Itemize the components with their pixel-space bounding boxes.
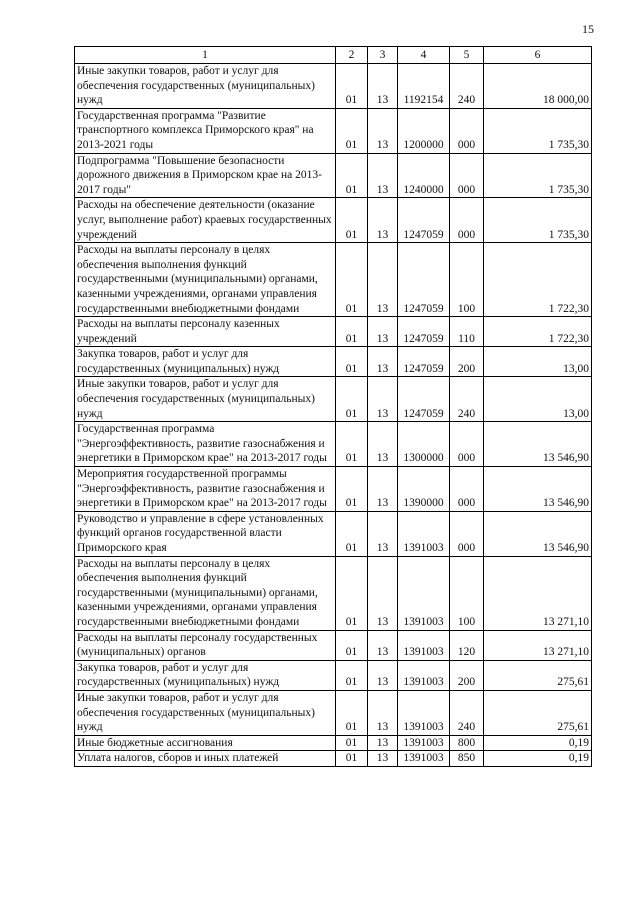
row-section-cell: 01 xyxy=(336,511,368,556)
row-amount-cell: 1 735,30 xyxy=(484,198,592,243)
row-target-code-cell: 1247059 xyxy=(398,377,450,422)
header-cell-2: 2 xyxy=(336,47,368,64)
row-target-code-cell: 1300000 xyxy=(398,422,450,467)
row-subsection-cell: 13 xyxy=(368,511,398,556)
row-subsection-cell: 13 xyxy=(368,317,398,347)
table-body xyxy=(75,64,592,767)
row-target-code-cell: 1247059 xyxy=(398,198,450,243)
row-expense-type-cell: 100 xyxy=(450,243,484,317)
row-section-cell: 01 xyxy=(336,735,368,751)
row-target-code-cell: 1247059 xyxy=(398,317,450,347)
row-target-code-cell: 1391003 xyxy=(398,511,450,556)
row-name-cell: Закупка товаров, работ и услуг для государственных (муниципальных) нужд xyxy=(75,347,336,377)
row-subsection-cell: 13 xyxy=(368,377,398,422)
row-amount-cell: 18 000,00 xyxy=(484,64,592,109)
row-expense-type-cell: 100 xyxy=(450,556,484,630)
row-section-cell: 01 xyxy=(336,556,368,630)
table-row xyxy=(75,198,592,243)
row-expense-type-cell: 240 xyxy=(450,377,484,422)
row-amount-cell: 0,19 xyxy=(484,751,592,767)
row-section-cell: 01 xyxy=(336,422,368,467)
row-name-cell: Закупка товаров, работ и услуг для государственных (муниципальных) нужд xyxy=(75,660,336,690)
row-expense-type-cell: 000 xyxy=(450,153,484,198)
row-subsection-cell: 13 xyxy=(368,108,398,153)
row-name-cell: Подпрограмма "Повышение безопасности дорожного движения в Приморском крае на 2013-2017 годы" xyxy=(75,153,336,198)
row-section-cell: 01 xyxy=(336,467,368,512)
table-row xyxy=(75,735,592,751)
row-expense-type-cell: 240 xyxy=(450,690,484,735)
row-amount-cell: 1 722,30 xyxy=(484,317,592,347)
row-section-cell: 01 xyxy=(336,660,368,690)
row-subsection-cell: 13 xyxy=(368,467,398,512)
row-section-cell: 01 xyxy=(336,198,368,243)
row-section-cell: 01 xyxy=(336,347,368,377)
row-expense-type-cell: 240 xyxy=(450,64,484,109)
table-row xyxy=(75,556,592,630)
row-name-cell: Иные бюджетные ассигнования xyxy=(75,735,336,751)
row-subsection-cell: 13 xyxy=(368,556,398,630)
row-subsection-cell: 13 xyxy=(368,630,398,660)
row-subsection-cell: 13 xyxy=(368,690,398,735)
row-target-code-cell: 1391003 xyxy=(398,660,450,690)
row-amount-cell: 275,61 xyxy=(484,690,592,735)
row-section-cell: 01 xyxy=(336,243,368,317)
row-expense-type-cell: 000 xyxy=(450,422,484,467)
table-row xyxy=(75,347,592,377)
row-section-cell: 01 xyxy=(336,108,368,153)
row-amount-cell: 13 546,90 xyxy=(484,422,592,467)
row-amount-cell: 1 735,30 xyxy=(484,153,592,198)
row-name-cell: Расходы на выплаты персоналу в целях обеспечения выполнения функций государственными (муниципальными) органами, казенными учреждениями, органами управления государственными внебюджетными фондами xyxy=(75,556,336,630)
table-row xyxy=(75,243,592,317)
row-section-cell: 01 xyxy=(336,751,368,767)
row-subsection-cell: 13 xyxy=(368,64,398,109)
table-row xyxy=(75,317,592,347)
table-row xyxy=(75,630,592,660)
row-expense-type-cell: 200 xyxy=(450,347,484,377)
row-target-code-cell: 1390000 xyxy=(398,467,450,512)
row-amount-cell: 13 546,90 xyxy=(484,511,592,556)
header-cell-6: 6 xyxy=(484,47,592,64)
row-section-cell: 01 xyxy=(336,317,368,347)
row-subsection-cell: 13 xyxy=(368,243,398,317)
row-subsection-cell: 13 xyxy=(368,198,398,243)
table-row xyxy=(75,422,592,467)
row-subsection-cell: 13 xyxy=(368,153,398,198)
row-name-cell: Иные закупки товаров, работ и услуг для обеспечения государственных (муниципальных) нужд xyxy=(75,377,336,422)
row-target-code-cell: 1391003 xyxy=(398,735,450,751)
row-section-cell: 01 xyxy=(336,630,368,660)
row-name-cell: Расходы на выплаты персоналу в целях обеспечения выполнения функций государственными (муниципальными) органами, казенными учреждениями, органами управления государственными внебюджетными фондами xyxy=(75,243,336,317)
row-target-code-cell: 1192154 xyxy=(398,64,450,109)
row-expense-type-cell: 110 xyxy=(450,317,484,347)
row-name-cell: Мероприятия государственной программы "Энергоэффективность, развитие газоснабжения и энергетики в Приморском крае" на 2013-2017 годы xyxy=(75,467,336,512)
row-amount-cell: 13 546,90 xyxy=(484,467,592,512)
row-subsection-cell: 13 xyxy=(368,751,398,767)
row-amount-cell: 0,19 xyxy=(484,735,592,751)
row-name-cell: Расходы на обеспечение деятельности (оказание услуг, выполнение работ) краевых государственных учреждений xyxy=(75,198,336,243)
header-cell-5: 5 xyxy=(450,47,484,64)
table-row xyxy=(75,153,592,198)
row-expense-type-cell: 000 xyxy=(450,467,484,512)
row-expense-type-cell: 800 xyxy=(450,735,484,751)
table-row xyxy=(75,751,592,767)
row-amount-cell: 1 722,30 xyxy=(484,243,592,317)
row-target-code-cell: 1200000 xyxy=(398,108,450,153)
row-amount-cell: 13 271,10 xyxy=(484,556,592,630)
row-expense-type-cell: 200 xyxy=(450,660,484,690)
page-number: 15 xyxy=(582,22,594,36)
table-row xyxy=(75,64,592,109)
table-row xyxy=(75,467,592,512)
row-target-code-cell: 1240000 xyxy=(398,153,450,198)
row-name-cell: Уплата налогов, сборов и иных платежей xyxy=(75,751,336,767)
table-row xyxy=(75,511,592,556)
row-amount-cell: 1 735,30 xyxy=(484,108,592,153)
row-subsection-cell: 13 xyxy=(368,422,398,467)
row-amount-cell: 13 271,10 xyxy=(484,630,592,660)
row-expense-type-cell: 120 xyxy=(450,630,484,660)
row-subsection-cell: 13 xyxy=(368,347,398,377)
row-expense-type-cell: 000 xyxy=(450,108,484,153)
table-row xyxy=(75,377,592,422)
row-name-cell: Расходы на выплаты персоналу государственных (муниципальных) органов xyxy=(75,630,336,660)
row-subsection-cell: 13 xyxy=(368,660,398,690)
table-row xyxy=(75,108,592,153)
row-name-cell: Государственная программа "Энергоэффективность, развитие газоснабжения и энергетики в Приморском крае" на 2013-2017 годы xyxy=(75,422,336,467)
table-header-row xyxy=(75,47,592,64)
row-section-cell: 01 xyxy=(336,690,368,735)
header-cell-4: 4 xyxy=(398,47,450,64)
table-row xyxy=(75,690,592,735)
header-cell-3: 3 xyxy=(368,47,398,64)
row-expense-type-cell: 000 xyxy=(450,511,484,556)
row-target-code-cell: 1247059 xyxy=(398,347,450,377)
table-row xyxy=(75,660,592,690)
row-amount-cell: 275,61 xyxy=(484,660,592,690)
row-subsection-cell: 13 xyxy=(368,735,398,751)
row-target-code-cell: 1247059 xyxy=(398,243,450,317)
row-name-cell: Иные закупки товаров, работ и услуг для обеспечения государственных (муниципальных) нужд xyxy=(75,64,336,109)
row-target-code-cell: 1391003 xyxy=(398,751,450,767)
row-name-cell: Иные закупки товаров, работ и услуг для обеспечения государственных (муниципальных) нужд xyxy=(75,690,336,735)
row-target-code-cell: 1391003 xyxy=(398,690,450,735)
row-expense-type-cell: 000 xyxy=(450,198,484,243)
budget-table xyxy=(74,46,592,767)
row-amount-cell: 13,00 xyxy=(484,377,592,422)
row-expense-type-cell: 850 xyxy=(450,751,484,767)
row-section-cell: 01 xyxy=(336,377,368,422)
row-target-code-cell: 1391003 xyxy=(398,630,450,660)
row-name-cell: Расходы на выплаты персоналу казенных учреждений xyxy=(75,317,336,347)
row-section-cell: 01 xyxy=(336,153,368,198)
row-name-cell: Руководство и управление в сфере установленных функций органов государственной власти Приморского края xyxy=(75,511,336,556)
header-cell-1: 1 xyxy=(75,47,336,64)
row-target-code-cell: 1391003 xyxy=(398,556,450,630)
row-amount-cell: 13,00 xyxy=(484,347,592,377)
row-section-cell: 01 xyxy=(336,64,368,109)
row-name-cell: Государственная программа "Развитие транспортного комплекса Приморского края" на 2013-2021 годы xyxy=(75,108,336,153)
